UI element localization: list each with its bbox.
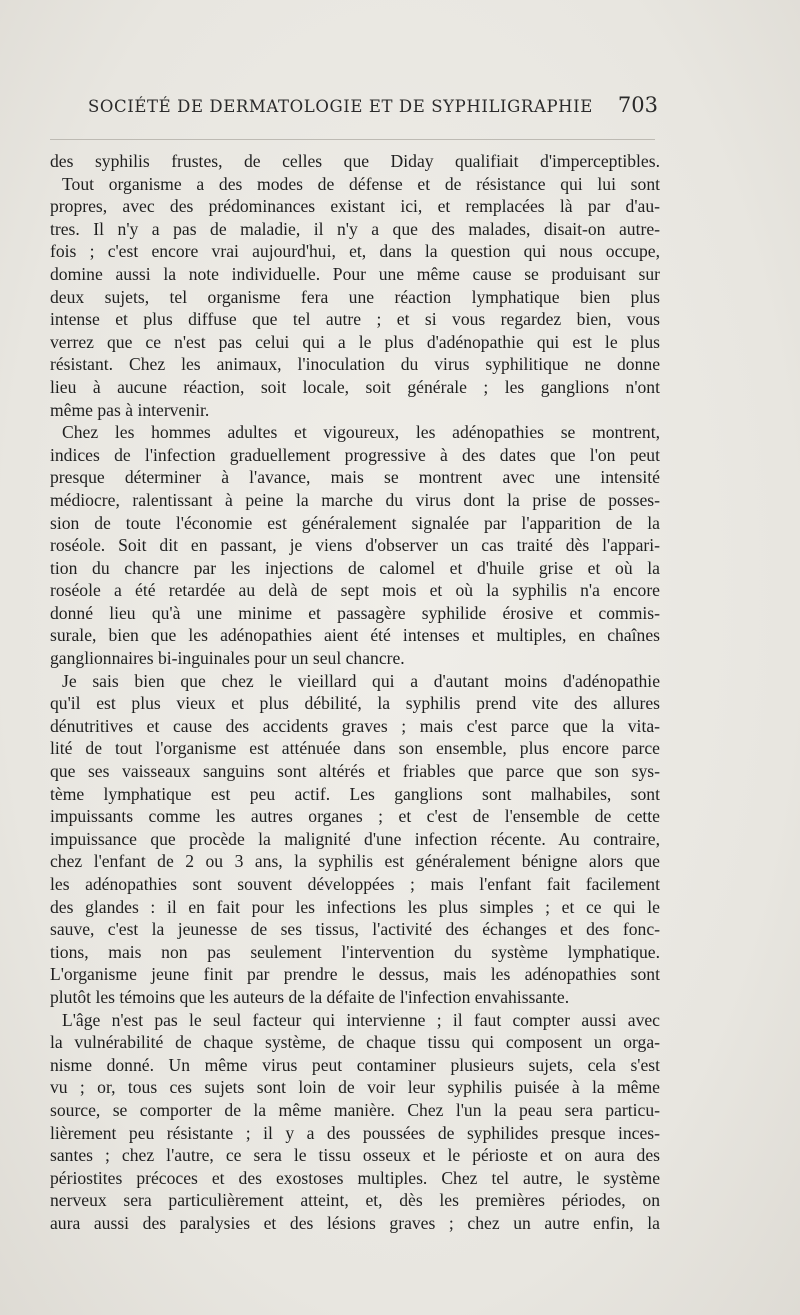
- text-line: même pas à intervenir.: [50, 399, 210, 420]
- text-line: chez l'enfant de 2 ou 3 ans, la syphilis est généralement bénigne alors que: [50, 851, 660, 872]
- text-line: les adénopathies sont souvent développées ; mais l'enfant fait facilement: [50, 874, 660, 894]
- page-number: 703: [617, 93, 658, 117]
- text-line: surale, bien que les adénopathies aient été intenses et multiples, en chaînes: [50, 625, 660, 646]
- body-text: [50, 150, 660, 1235]
- text-line: donné lieu qu'à une minime et passagère syphilide érosive et commis-: [50, 602, 660, 623]
- text-line: Je sais bien que chez le vieillard qui a d'autant moins d'adénopathie: [62, 670, 660, 691]
- text-line: périostites précoces et des exostoses multiples. Chez tel autre, le système: [50, 1167, 660, 1188]
- text-line: nerveux sera particulièrement atteint, et, dès les premières périodes, on: [50, 1190, 660, 1211]
- text-line: fois ; c'est encore vrai aujourd'hui, et, dans la question qui nous occupe,: [50, 241, 660, 262]
- text-line: plutôt les témoins que les auteurs de la défaite de l'infection envahissante.: [50, 986, 570, 1007]
- text-line: tres. Il n'y a pas de maladie, il n'y a que des malades, disait-on autre-: [50, 218, 660, 239]
- text-line: tion du chancre par les injections de calomel et d'huile grise et où la: [50, 557, 660, 578]
- text-line: lièrement peu résistante ; il y a des poussées de syphilides presque inces-: [50, 1122, 660, 1143]
- running-title: SOCIÉTÉ DE DERMATOLOGIE ET DE SYPHILIGRAPHIE: [88, 97, 593, 116]
- text-line: sauve, c'est la jeunesse de ses tissus, l'activité des échanges et des fonc-: [50, 919, 660, 940]
- text-line: vu ; or, tous ces sujets sont loin de voir leur syphilis puisée à la même: [50, 1077, 660, 1098]
- text-line: L'organisme jeune finit par prendre le dessus, mais les adénopathies sont: [50, 964, 660, 985]
- text-line: dénutritives et cause des accidents graves ; mais c'est parce que la vita-: [50, 715, 660, 736]
- text-line: Tout organisme a des modes de défense et de résistance qui lui sont: [62, 173, 660, 194]
- text-line: des glandes : il en fait pour les infections les plus simples ; et ce qui le: [50, 896, 660, 917]
- text-line: résistant. Chez les animaux, l'inoculation du virus syphilitique ne donne: [50, 354, 660, 375]
- text-line: tions, mais non pas seulement l'intervention du système lymphatique.: [50, 941, 660, 962]
- text-line: que ses vaisseaux sanguins sont altérés et friables que parce que son sys-: [50, 761, 660, 782]
- text-line: Chez les hommes adultes et vigoureux, les adénopathies se montrent,: [62, 422, 660, 443]
- text-line: impuissance que procède la malignité d'une infection récente. Au contraire,: [50, 828, 660, 849]
- text-line: sion de toute l'économie est généralement signalée par l'apparition de la: [50, 512, 660, 533]
- text-line: des syphilis frustes, de celles que Diday qualifiait d'imperceptibles.: [50, 151, 660, 171]
- text-line: tème lymphatique est peu actif. Les ganglions sont malhabiles, sont: [50, 783, 660, 804]
- text-line: roséole. Soit dit en passant, je viens d'observer un cas traité dès l'appari-: [50, 535, 660, 556]
- text-line: la vulnérabilité de chaque système, de chaque tissu qui composent un orga-: [50, 1032, 660, 1053]
- text-line: domine aussi la note individuelle. Pour une même cause se produisant sur: [50, 263, 660, 284]
- text-line: qu'il est plus vieux et plus débilité, la syphilis prend vite des allures: [50, 693, 660, 714]
- text-line: roséole a été retardée au delà de sept mois et où la syphilis n'a encore: [50, 580, 660, 601]
- running-header: [88, 93, 658, 123]
- text-line: verrez que ce n'est pas celui qui a le plus d'adénopathie qui est le plus: [50, 331, 660, 352]
- text-line: L'âge n'est pas le seul facteur qui intervienne ; il faut compter aussi avec: [62, 1009, 660, 1030]
- text-line: indices de l'infection graduellement progressive à des dates que l'on peut: [50, 444, 660, 465]
- text-line: lité de tout l'organisme est atténuée dans son ensemble, plus encore parce: [50, 738, 660, 759]
- text-line: ganglionnaires bi-inguinales pour un seul chancre.: [50, 648, 405, 669]
- text-line: intense et plus diffuse que tel autre ; et si vous regardez bien, vous: [50, 309, 660, 330]
- text-line: source, se comporter de la même manière. Chez l'un la peau sera particu-: [50, 1099, 660, 1120]
- header-rule: [50, 139, 655, 140]
- text-line: santes ; chez l'autre, ce sera le tissu osseux et le périoste et on aura des: [50, 1145, 660, 1166]
- text-line: médiocre, ralentissant à peine la marche du virus dont la prise de posses-: [50, 489, 660, 510]
- text-line: deux sujets, tel organisme fera une réaction lymphatique bien plus: [50, 286, 660, 307]
- text-line: propres, avec des prédominances existant ici, et remplacées là par d'au-: [50, 196, 660, 217]
- text-line: presque déterminer à l'avance, mais se montrent avec une intensité: [50, 467, 660, 488]
- text-line: lieu à aucune réaction, soit locale, soit générale ; les ganglions n'ont: [50, 376, 660, 397]
- text-line: aura aussi des paralysies et des lésions graves ; chez un autre enfin, la: [50, 1212, 660, 1233]
- text-line: impuissants comme les autres organes ; et c'est de l'ensemble de cette: [50, 806, 660, 827]
- text-line: nisme donné. Un même virus peut contaminer plusieurs sujets, cela s'est: [50, 1054, 660, 1075]
